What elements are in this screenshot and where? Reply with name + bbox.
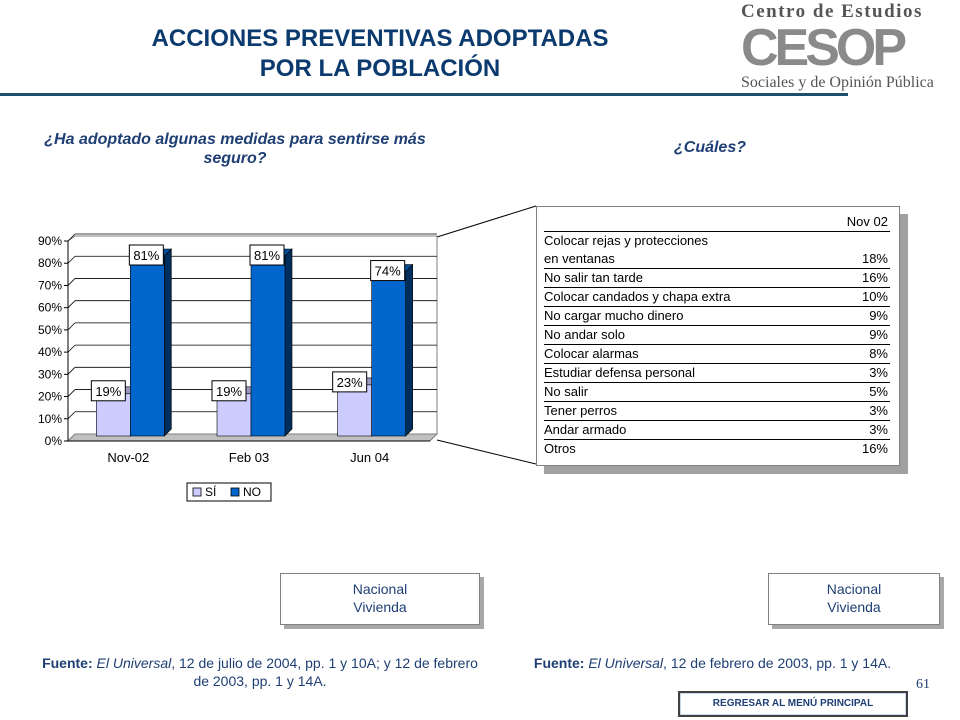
- measure-value: [825, 232, 890, 251]
- measure-label: en ventanas: [544, 250, 825, 269]
- bar-chart: [20, 215, 440, 515]
- table-row: [544, 250, 890, 269]
- measure-value: 10%: [825, 288, 890, 307]
- logo-text-top: Centro de Estudios: [741, 1, 923, 22]
- y-tick-label: 60%: [37, 300, 62, 315]
- measure-label: Andar armado: [544, 421, 825, 440]
- measure-value: 16%: [861, 441, 888, 456]
- chart-legend: [187, 483, 271, 501]
- bar-no: [372, 272, 406, 436]
- measure-label: Otros: [544, 441, 576, 456]
- legend-swatch: [193, 488, 201, 496]
- table-row: [544, 421, 890, 440]
- measures-table-box: [536, 206, 900, 466]
- right-sample-note: [768, 573, 940, 625]
- measure-label: Estudiar defensa personal: [544, 364, 825, 383]
- table-header-row: [544, 213, 890, 232]
- measure-label: Colocar candados y chapa extra: [544, 288, 825, 307]
- y-tick-label: 50%: [37, 322, 62, 337]
- page-number: 61: [916, 677, 930, 692]
- measure-label: Tener perros: [544, 402, 825, 421]
- measure-value: 3%: [825, 402, 890, 421]
- table-row: [544, 402, 890, 421]
- measure-value: 5%: [825, 383, 890, 402]
- measure-value: 18%: [825, 250, 890, 269]
- legend-label: SÍ: [205, 485, 217, 499]
- y-tick-label: 0%: [44, 434, 62, 448]
- x-tick-label: Feb 03: [228, 450, 270, 465]
- bar-no: [251, 256, 285, 436]
- measure-value: 9%: [825, 326, 890, 345]
- data-label: 19%: [215, 383, 243, 399]
- measure-value: 3%: [825, 364, 890, 383]
- measure-label: No andar solo: [544, 326, 825, 345]
- measure-value: 9%: [825, 307, 890, 326]
- measure-value: 16%: [825, 269, 890, 288]
- left-sample-note: [280, 573, 480, 625]
- measures-table: [544, 213, 890, 458]
- x-tick-label: Jun 04: [350, 450, 390, 465]
- measure-label: Colocar alarmas: [544, 345, 825, 364]
- left-note-line-1: Nacional: [352, 581, 408, 597]
- x-tick-label: Nov-02: [107, 450, 150, 465]
- right-question: ¿Cuáles?: [673, 139, 746, 156]
- left-note-line-2: Vivienda: [353, 599, 407, 615]
- table-row: [544, 232, 890, 251]
- measure-label: Colocar rejas y protecciones: [544, 233, 709, 248]
- y-tick-label: 40%: [37, 345, 62, 360]
- data-label: 19%: [95, 383, 122, 399]
- y-tick-label: 30%: [37, 367, 62, 382]
- legend-label: NO: [243, 485, 261, 499]
- table-row: [544, 440, 890, 459]
- back-to-menu-button[interactable]: REGRESAR AL MENÚ PRINCIPAL: [678, 691, 908, 717]
- bar-si: [338, 385, 372, 436]
- left-source-publication: El Universal: [96, 655, 172, 671]
- measure-value: 3%: [825, 421, 890, 440]
- measure-label: No salir: [544, 383, 825, 402]
- y-tick-label: 10%: [37, 411, 62, 426]
- y-axis: [38, 234, 68, 448]
- bar-side: [164, 249, 171, 436]
- right-source-label: Fuente:: [533, 655, 585, 671]
- table-row: [544, 288, 890, 307]
- bar-side: [285, 249, 292, 436]
- right-source-detail: , 12 de febrero de 2003, pp. 1 y 14A.: [663, 655, 892, 671]
- measure-label: No cargar mucho dinero: [544, 307, 825, 326]
- title-line-1: ACCIONES PREVENTIVAS ADOPTADAS: [151, 25, 609, 52]
- right-source-publication: El Universal: [588, 655, 664, 671]
- right-source: [520, 654, 905, 672]
- data-label: 81%: [253, 248, 281, 263]
- title-line-2: POR LA POBLACIÓN: [259, 55, 501, 82]
- left-source-detail: , 12 de julio de 2004, pp. 1 y 10A; y 12 de febrero de 2003, pp. 1 y 14A.: [171, 655, 478, 689]
- y-tick-label: 80%: [37, 256, 62, 271]
- right-note-line-2: Vivienda: [827, 599, 881, 615]
- table-row: [544, 269, 890, 288]
- legend-swatch: [231, 488, 239, 496]
- right-note-line-1: Nacional: [826, 581, 882, 597]
- y-tick-label: 70%: [37, 278, 62, 293]
- data-label: 81%: [133, 248, 160, 263]
- x-axis: [68, 441, 430, 465]
- table-row: [544, 364, 890, 383]
- left-source-label: Fuente:: [42, 655, 93, 671]
- data-label: 74%: [374, 263, 401, 279]
- logo-text-bottom: Sociales y de Opinión Pública: [741, 74, 934, 91]
- left-question: ¿Ha adoptado algunas medidas para sentirse más seguro?: [44, 131, 426, 167]
- measure-value: 8%: [825, 345, 890, 364]
- table-row: [544, 383, 890, 402]
- table-row: [544, 326, 890, 345]
- bar-no: [130, 256, 164, 436]
- y-tick-label: 90%: [37, 234, 62, 248]
- table-row: [544, 345, 890, 364]
- data-label: 23%: [336, 374, 363, 390]
- table-row: [544, 307, 890, 326]
- y-tick-label: 20%: [37, 389, 62, 404]
- logo-mark: CESOP: [741, 19, 904, 77]
- bar-side: [406, 265, 413, 436]
- left-source: [40, 654, 480, 690]
- measure-label: No salir tan tarde: [544, 269, 825, 288]
- table-header: Nov 02: [825, 213, 890, 232]
